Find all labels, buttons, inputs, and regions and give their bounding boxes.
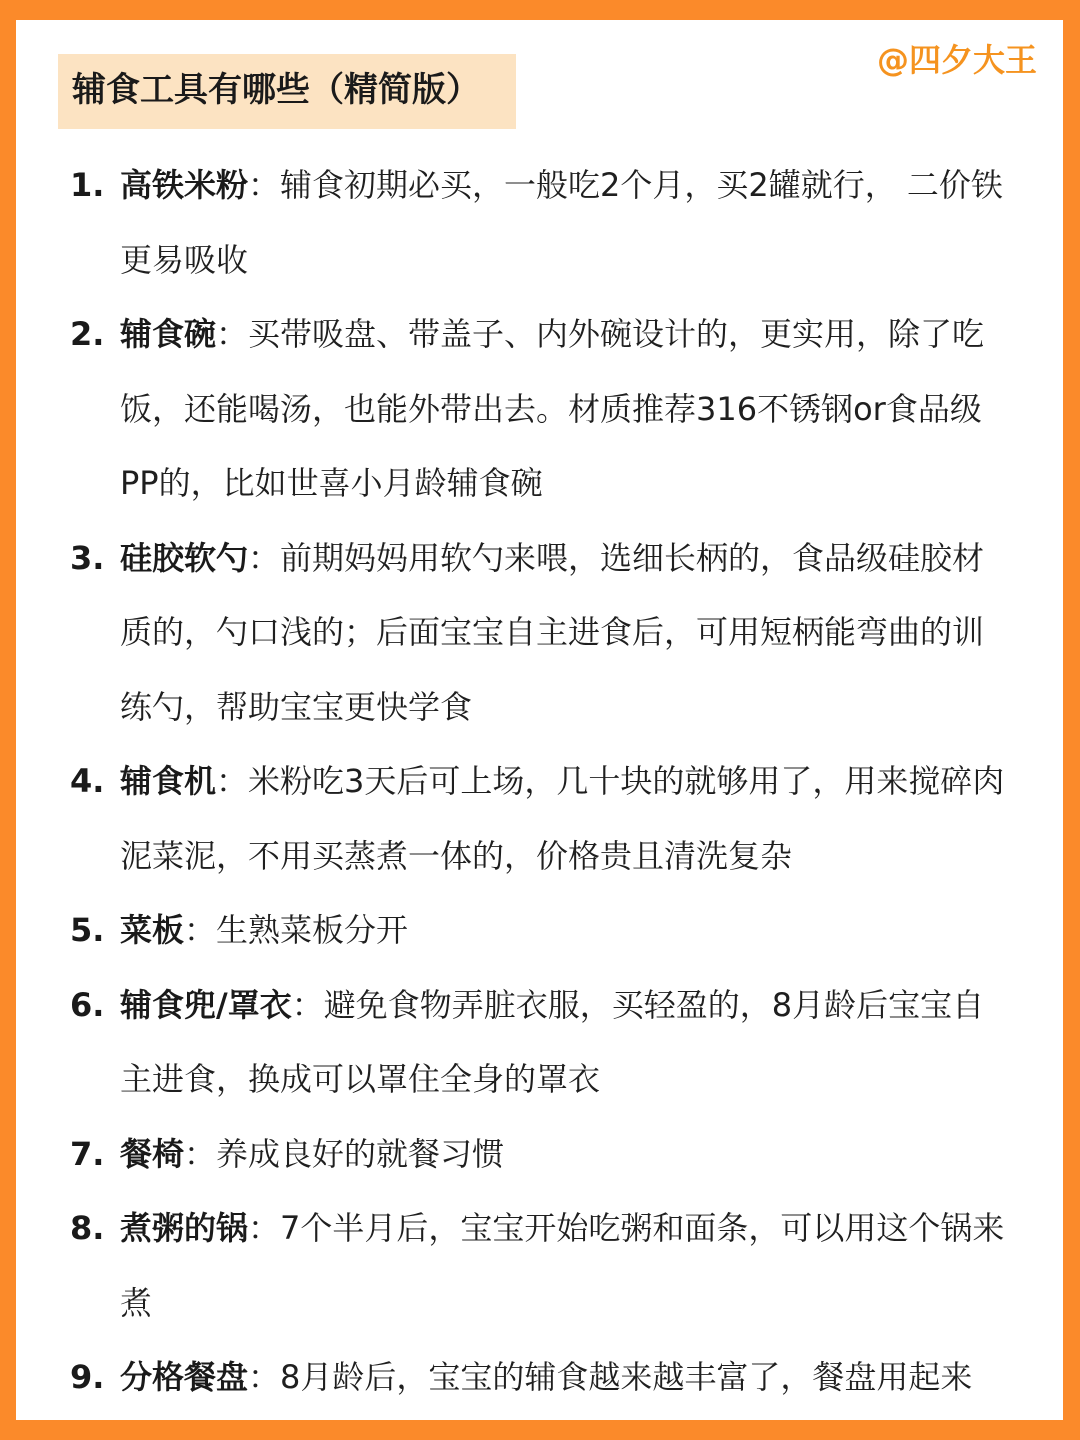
item-description: 养成良好的就餐习惯 <box>216 1134 505 1173</box>
item-description: 8月龄后，宝宝的辅食越来越丰富了，餐盘用起来 <box>280 1358 973 1396</box>
item-number: 6. <box>70 985 105 1024</box>
page-title: 辅食工具有哪些（精简版） <box>72 70 480 110</box>
list-item <box>16 297 1063 521</box>
item-colon: ： <box>248 1358 281 1396</box>
item-term: 辅食兜/罩衣 <box>120 985 292 1024</box>
item-colon: ： <box>248 1209 281 1247</box>
item-description: 前期妈妈用软勺来喂，选细长柄的，食品级硅胶材质的，勺口浅的；后面宝宝自主进食后，可用短柄能弯曲的训练勺，帮助宝宝更快学食 <box>120 538 985 726</box>
item-term: 分格餐盘 <box>120 1358 249 1396</box>
item-colon: ： <box>248 538 281 577</box>
item-description: 米粉吃3天后可上场，几十块的就够用了，用来搅碎肉泥菜泥，不用买蒸煮一体的，价格贵且清洗复杂 <box>120 762 1005 875</box>
list-item <box>16 148 1063 297</box>
list-item <box>16 1340 1063 1415</box>
item-colon: ： <box>248 166 281 204</box>
item-term: 煮粥的锅 <box>120 1209 249 1247</box>
title-banner <box>58 54 516 129</box>
item-colon: ： <box>291 985 324 1024</box>
item-colon: ： <box>216 762 249 800</box>
item-term: 菜板 <box>120 911 185 949</box>
item-colon: ： <box>184 1134 217 1173</box>
item-term: 辅食碗 <box>120 315 217 353</box>
item-number: 9. <box>70 1358 105 1396</box>
item-number: 5. <box>70 911 105 949</box>
list-item <box>16 1117 1063 1192</box>
item-description: 生熟菜板分开 <box>216 911 409 949</box>
item-term: 餐椅 <box>120 1134 185 1173</box>
item-number: 8. <box>70 1209 105 1247</box>
list-item <box>16 521 1063 745</box>
list-item <box>16 893 1063 968</box>
list-item <box>16 1191 1063 1340</box>
item-term: 高铁米粉 <box>120 166 249 204</box>
author-watermark: @四夕大王 <box>876 41 1037 79</box>
list-item <box>16 744 1063 893</box>
item-description: 辅食初期必买，一般吃2个月，买2罐就行， 二价铁更易吸收 <box>120 166 1003 279</box>
item-number: 1. <box>70 166 105 204</box>
content-card <box>16 20 1063 1420</box>
item-number: 3. <box>70 538 105 577</box>
item-number: 7. <box>70 1134 105 1173</box>
list-item <box>16 968 1063 1117</box>
item-description: 避免食物弄脏衣服，买轻盈的，8月龄后宝宝自主进食，换成可以罩住全身的罩衣 <box>120 985 985 1098</box>
tool-list <box>16 148 1063 1415</box>
item-term: 硅胶软勺 <box>120 538 249 577</box>
item-description: 7个半月后，宝宝开始吃粥和面条，可以用这个锅来煮 <box>120 1209 1005 1322</box>
item-number: 4. <box>70 762 105 800</box>
item-colon: ： <box>184 911 217 949</box>
item-number: 2. <box>70 315 105 353</box>
item-description: 买带吸盘、带盖子、内外碗设计的，更实用，除了吃饭，还能喝汤，也能外带出去。材质推荐316不锈钢or食品级PP的，比如世喜小月龄辅食碗 <box>120 315 985 502</box>
item-colon: ： <box>216 315 249 353</box>
item-term: 辅食机 <box>120 762 217 800</box>
